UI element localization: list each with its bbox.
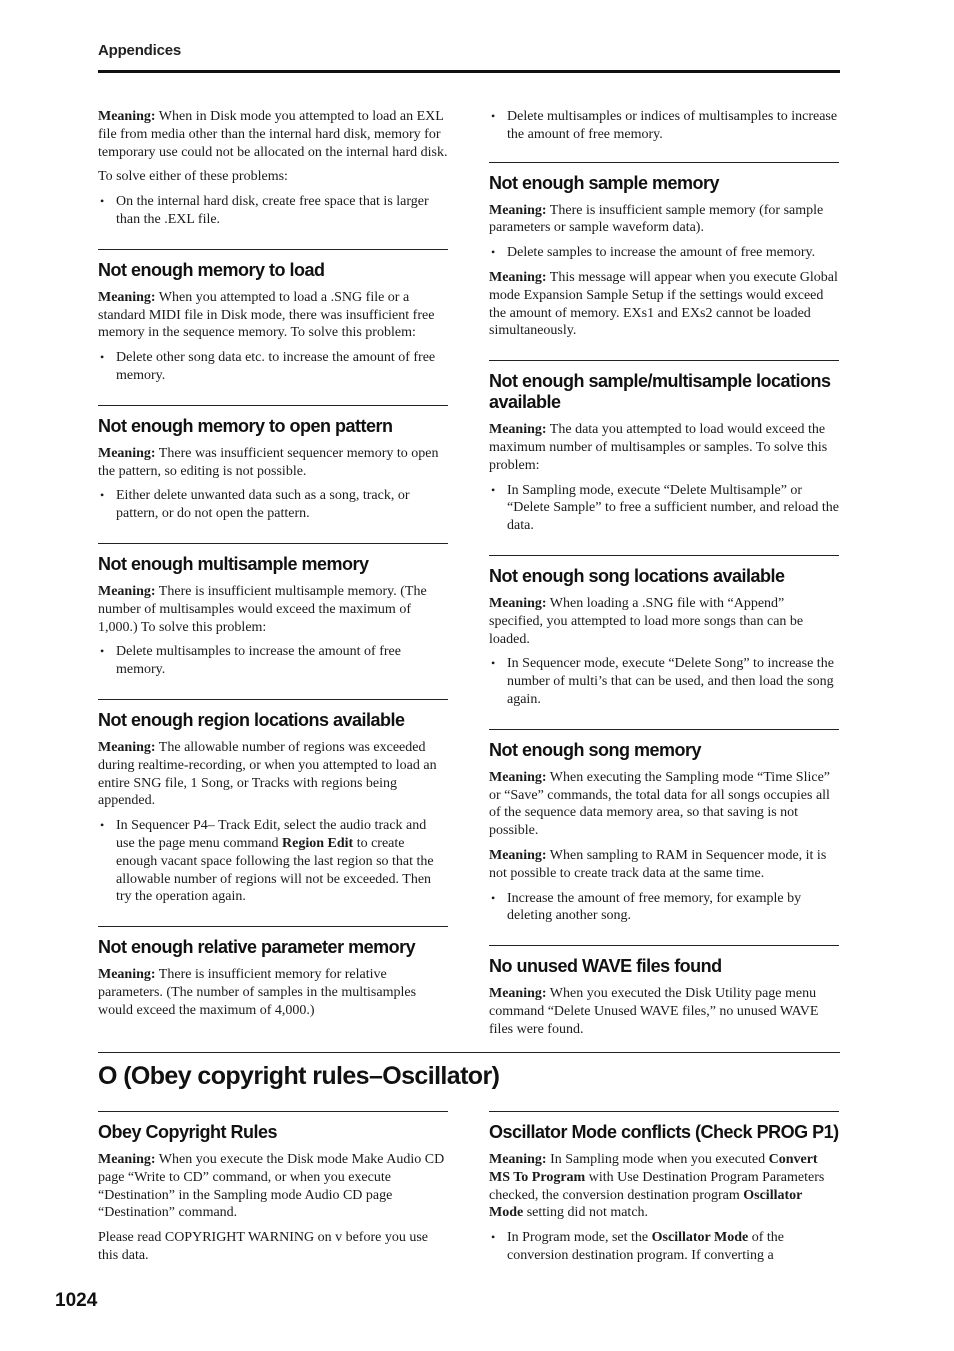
meaning-label: Meaning: xyxy=(98,1152,156,1167)
meaning-text: There was insufficient sequencer memory to open the pattern, so editing is not possible. xyxy=(98,445,439,479)
parameter-name: Oscillator Mode xyxy=(489,1187,803,1221)
bullet-list xyxy=(489,108,839,144)
meaning-label: Meaning: xyxy=(489,595,547,611)
meaning-text: When sampling to RAM in Sequencer mode, it is not possible to create track data at the same time. xyxy=(489,847,827,881)
meaning-text: When you execute the Disk mode Make Audio CD page “Write to CD” command, or when you execute “Destination” in the Sampling mode Audio CD page “Destination” command. xyxy=(98,1152,445,1221)
meaning-text: setting did not match. xyxy=(523,1205,649,1221)
page-header xyxy=(98,42,840,73)
meaning-label: Meaning: xyxy=(98,739,156,755)
meaning-text: In Sampling mode when you executed xyxy=(546,1152,769,1167)
meaning-label: Meaning: xyxy=(489,422,547,438)
meaning-paragraph xyxy=(98,583,448,636)
meaning-paragraph xyxy=(98,739,448,810)
meaning-paragraph xyxy=(489,202,839,238)
list-text: of the conversion destination program. If converting a xyxy=(507,1230,784,1263)
list-item xyxy=(98,817,448,906)
meaning-label: Meaning: xyxy=(489,986,547,1002)
meaning-paragraph xyxy=(98,1151,448,1222)
list-item: • Delete multisamples or indices of multisamples to increase the amount of free memory. xyxy=(489,108,839,144)
section-o-title: O (Obey copyright rules–Oscillator) xyxy=(98,1062,500,1090)
list-item: • In Sampling mode, execute “Delete Multisample” or “Delete Sample” to free a sufficient number, and reload the data. xyxy=(489,482,839,535)
list-text: to create enough vacant space following the last region so that the allowable number of regions will not be exceeded. Then try the operation again. xyxy=(116,835,434,905)
section-heading-unused-wave: No unused WAVE files found xyxy=(489,945,839,977)
bullet-list xyxy=(489,655,839,708)
meaning-paragraph xyxy=(489,985,839,1038)
copyright-note: Please read COPYRIGHT WARNING on v before you use this data. xyxy=(98,1230,428,1263)
bullet-list xyxy=(98,817,448,906)
bullet-list xyxy=(98,349,448,385)
meaning-text: There is insufficient sample memory (for sample parameters or sample waveform data). xyxy=(489,202,824,236)
list-text: In Sequencer P4– Track Edit, select the audio track and use the page menu command xyxy=(116,818,427,851)
list-item: • Delete samples to increase the amount of free memory. xyxy=(489,244,839,262)
parameter-name: Oscillator Mode xyxy=(651,1230,749,1246)
bullet-list xyxy=(489,890,839,926)
section-heading-oscillator-mode: Oscillator Mode conflicts (Check PROG P1) xyxy=(489,1111,839,1143)
meaning-label: Meaning: xyxy=(489,769,547,785)
intro-paragraph xyxy=(98,108,448,161)
bullet-list xyxy=(98,193,448,229)
meaning-text: When executing the Sampling mode “Time Slice” or “Save” commands, the total data for all songs occupies all of the sequence data memory area, so that saving is not possible. xyxy=(489,769,831,839)
header-title: Appendices xyxy=(98,42,182,59)
meaning-paragraph xyxy=(489,847,839,883)
section-o-left-column xyxy=(98,1111,448,1272)
section-heading-sample-memory: Not enough sample memory xyxy=(489,162,839,194)
page-number: 1024 xyxy=(55,1290,98,1311)
section-heading-open-pattern: Not enough memory to open pattern xyxy=(98,405,448,437)
section-heading-song-memory: Not enough song memory xyxy=(489,729,839,761)
meaning-text: The allowable number of regions was exceeded during realtime-recording, or when you attempted to load an entire SNG file, 1 Song, or Tracks with regions being appended. xyxy=(98,739,437,809)
section-heading-multisample-memory: Not enough multisample memory xyxy=(98,543,448,575)
section-heading-memory-to-load: Not enough memory to load xyxy=(98,249,448,281)
meaning-paragraph xyxy=(98,289,448,342)
section-o xyxy=(98,1052,840,1091)
meaning-label: Meaning: xyxy=(489,202,547,218)
meaning-label: Meaning: xyxy=(98,289,156,305)
list-item: • In Sequencer mode, execute “Delete Song” to increase the number of multi’s that can be used, and then load the song again. xyxy=(489,655,839,708)
list-item: • Delete multisamples to increase the amount of free memory. xyxy=(98,643,448,679)
meaning-paragraph xyxy=(489,1151,839,1222)
bullet-list xyxy=(98,487,448,523)
meaning-label: Meaning: xyxy=(98,583,156,599)
bullet-list xyxy=(489,1229,839,1265)
meaning-paragraph xyxy=(489,421,839,474)
meaning-paragraph xyxy=(489,269,839,340)
section-heading-song-locations: Not enough song locations available xyxy=(489,555,839,587)
meaning-text: The data you attempted to load would exceed the maximum number of multisamples or samples. To solve this problem: xyxy=(489,422,828,473)
command-name: Region Edit xyxy=(282,835,354,851)
meaning-text: with Use Destination Program Parameters checked, the conversion destination program xyxy=(489,1169,825,1203)
bullet-list xyxy=(98,643,448,679)
meaning-label: Meaning: xyxy=(98,109,156,124)
bullet-list xyxy=(489,244,839,262)
meaning-paragraph xyxy=(489,595,839,648)
meaning-paragraph xyxy=(98,445,448,481)
meaning-text: When in Disk mode you attempted to load an EXL file from media other than the internal hard disk, memory for temporary use could not be allocated on the internal hard disk. xyxy=(98,109,448,160)
meaning-label: Meaning: xyxy=(489,847,547,863)
meaning-label: Meaning: xyxy=(98,967,156,983)
list-item: • On the internal hard disk, create free space that is larger than the .EXL file. xyxy=(98,193,448,229)
meaning-text: When you attempted to load a .SNG file or a standard MIDI file in Disk mode, there was insufficient free memory in the sequence memory. To solve this problem: xyxy=(98,289,435,341)
section-heading-relative-parameter: Not enough relative parameter memory xyxy=(98,926,448,958)
section-heading-region-locations: Not enough region locations available xyxy=(98,699,448,731)
list-item: • Either delete unwanted data such as a song, track, or pattern, or do not open the pattern. xyxy=(98,487,448,523)
meaning-label: Meaning: xyxy=(489,1152,547,1167)
meaning-text: There is insufficient multisample memory. (The number of multisamples would exceed the maximum of 1,000.) To solve this problem: xyxy=(98,583,427,635)
meaning-text: There is insufficient memory for relative parameters. (The number of samples in the multisamples would exceed the maximum of 4,000.) xyxy=(98,967,417,1018)
meaning-text: When you executed the Disk Utility page menu command “Delete Unused WAVE files,” no unused WAVE files were found. xyxy=(489,986,819,1037)
intro-paragraph-2: To solve either of these problems: xyxy=(98,169,288,185)
meaning-text: This message will appear when you execute Global mode Expansion Sample Setup if the settings would exceed the amount of memory. EXs1 and EXs2 cannot be loaded simultaneously. xyxy=(489,269,838,339)
meaning-paragraph xyxy=(489,769,839,840)
meaning-paragraph xyxy=(98,966,448,1019)
right-column xyxy=(489,108,839,1046)
list-item: • Increase the amount of free memory, for example by deleting another song. xyxy=(489,890,839,926)
section-heading-obey-copyright: Obey Copyright Rules xyxy=(98,1111,448,1143)
left-column xyxy=(98,108,448,1027)
section-heading-sample-locations: Not enough sample/multisample locations available xyxy=(489,360,839,413)
command-name: Convert MS To Program xyxy=(489,1152,818,1185)
list-text: In Program mode, set the xyxy=(507,1230,652,1246)
meaning-label: Meaning: xyxy=(98,445,156,461)
list-item xyxy=(489,1229,839,1265)
section-o-right-column xyxy=(489,1111,839,1272)
meaning-label: Meaning: xyxy=(489,269,547,285)
list-item: • Delete other song data etc. to increase the amount of free memory. xyxy=(98,349,448,385)
meaning-text: When loading a .SNG file with “Append” specified, you attempted to load more songs than can be loaded. xyxy=(489,595,804,647)
bullet-list xyxy=(489,482,839,535)
